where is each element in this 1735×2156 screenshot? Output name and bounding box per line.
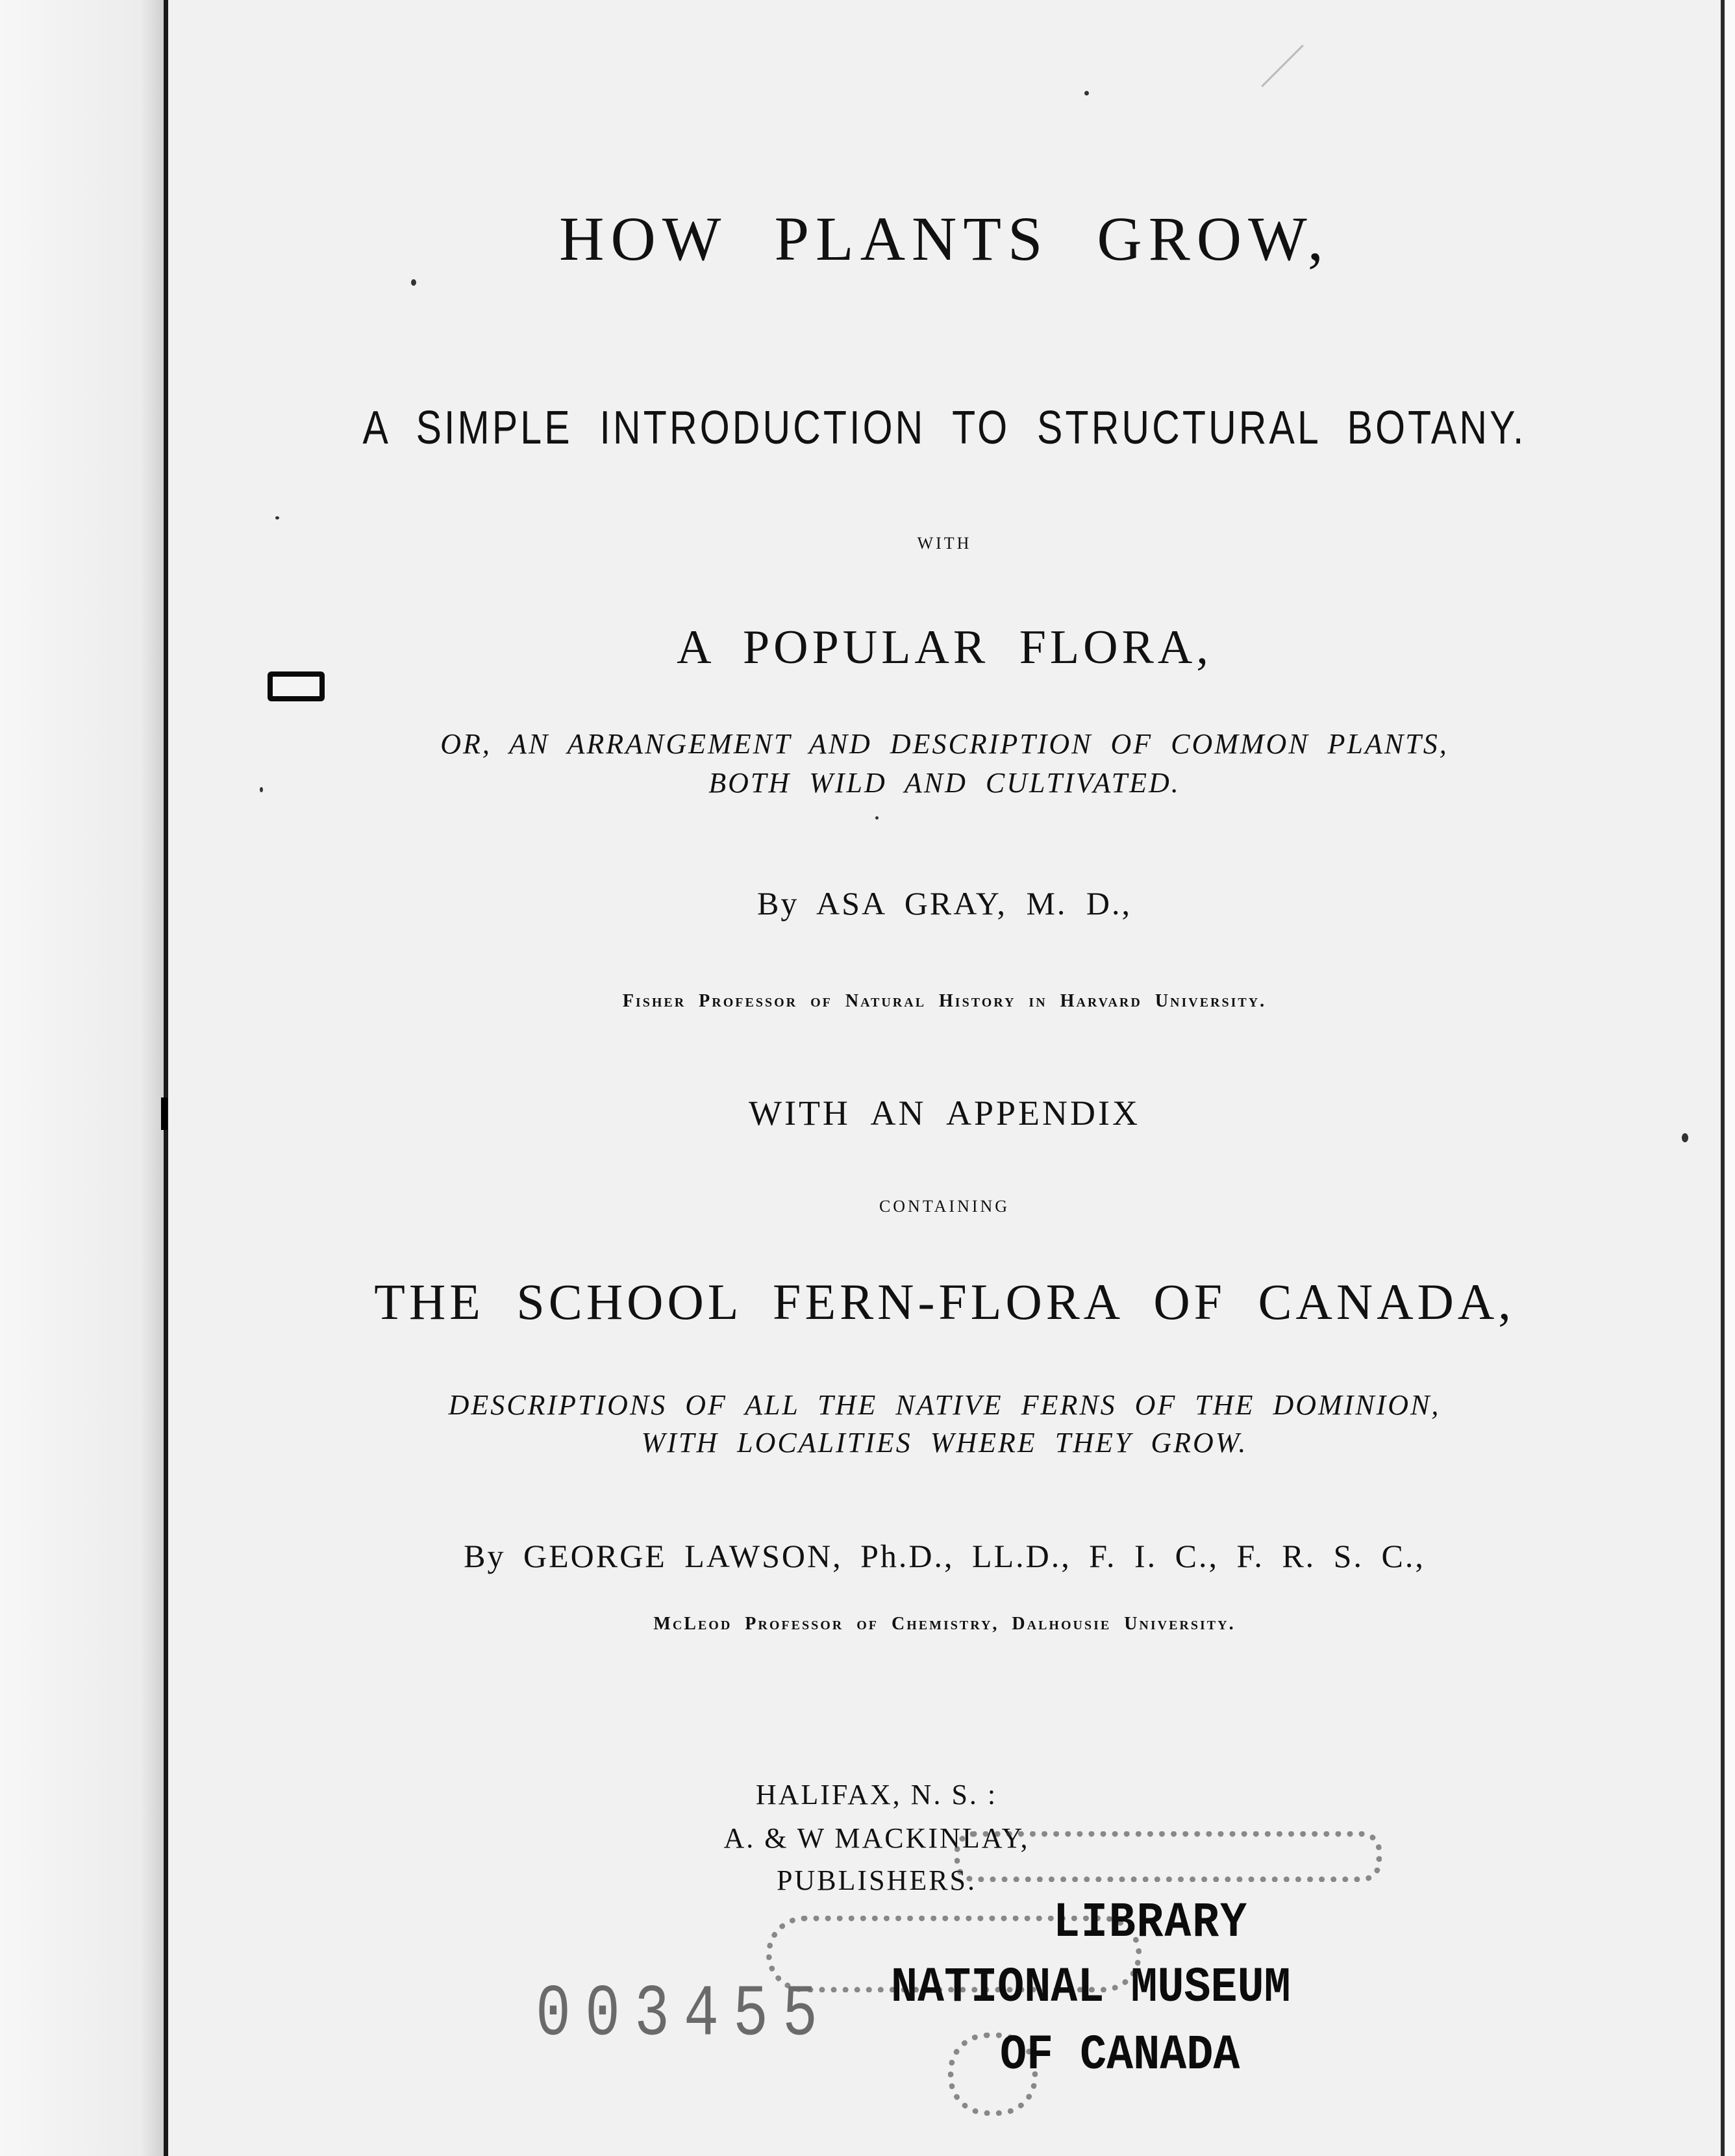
scan-margin	[1725, 0, 1735, 2156]
book-title: HOW PLANTS GROW,	[559, 204, 1330, 273]
flora-description-line-1: OR, AN ARRANGEMENT AND DESCRIPTION OF COMMON PLANTS,	[440, 728, 1449, 760]
binding-gutter	[164, 0, 168, 2156]
library-stamp-line-3: OF CANADA	[1000, 2027, 1240, 2083]
ink-speck	[1084, 91, 1089, 95]
ink-speck	[411, 279, 416, 286]
with-connector: WITH	[917, 534, 972, 553]
library-stamp-line-1: LIBRARY	[1053, 1895, 1248, 1951]
ink-speck	[260, 787, 263, 792]
fern-flora-heading: THE SCHOOL FERN-FLORA OF CANADA,	[374, 1273, 1515, 1330]
fern-description-line-1: DESCRIPTIONS OF ALL THE NATIVE FERNS OF THE DOMINION,	[448, 1389, 1441, 1421]
imprint-place: HALIFAX, N. S. :	[755, 1779, 998, 1811]
imprint-label: PUBLISHERS.	[776, 1864, 977, 1896]
fern-description-line-2: WITH LOCALITIES WHERE THEY GROW.	[641, 1427, 1248, 1459]
ink-speck	[875, 816, 879, 820]
author-gray-affiliation: Fisher Professor of Natural History in Harvard University.	[622, 991, 1267, 1011]
flora-description-line-2: BOTH WILD AND CULTIVATED.	[708, 767, 1180, 799]
imprint-publisher: A. & W MACKINLAY,	[723, 1822, 1030, 1854]
gutter-mark	[161, 1097, 168, 1130]
book-subtitle: A SIMPLE INTRODUCTION TO STRUCTURAL BOTANY.	[362, 402, 1527, 454]
containing-connector: CONTAINING	[879, 1197, 1010, 1216]
perforation-stamp-dots	[955, 1831, 1382, 1882]
library-stamp-line-2: NATIONAL MUSEUM	[891, 1960, 1291, 2016]
appendix-heading: WITH AN APPENDIX	[749, 1094, 1140, 1133]
ink-speck	[275, 516, 279, 520]
accession-number-perforation: 003455	[536, 1974, 832, 2057]
author-gray: By ASA GRAY, M. D.,	[756, 885, 1132, 921]
facing-page-edge	[0, 0, 165, 2156]
popular-flora-heading: A POPULAR FLORA,	[677, 621, 1212, 674]
ink-speck	[1682, 1133, 1688, 1142]
author-lawson: By GEORGE LAWSON, Ph.D., LL.D., F. I. C., F. R. S. C.,	[464, 1538, 1425, 1574]
margin-bracket-mark	[268, 671, 325, 701]
author-lawson-affiliation: McLeod Professor of Chemistry, Dalhousie University.	[653, 1614, 1236, 1634]
